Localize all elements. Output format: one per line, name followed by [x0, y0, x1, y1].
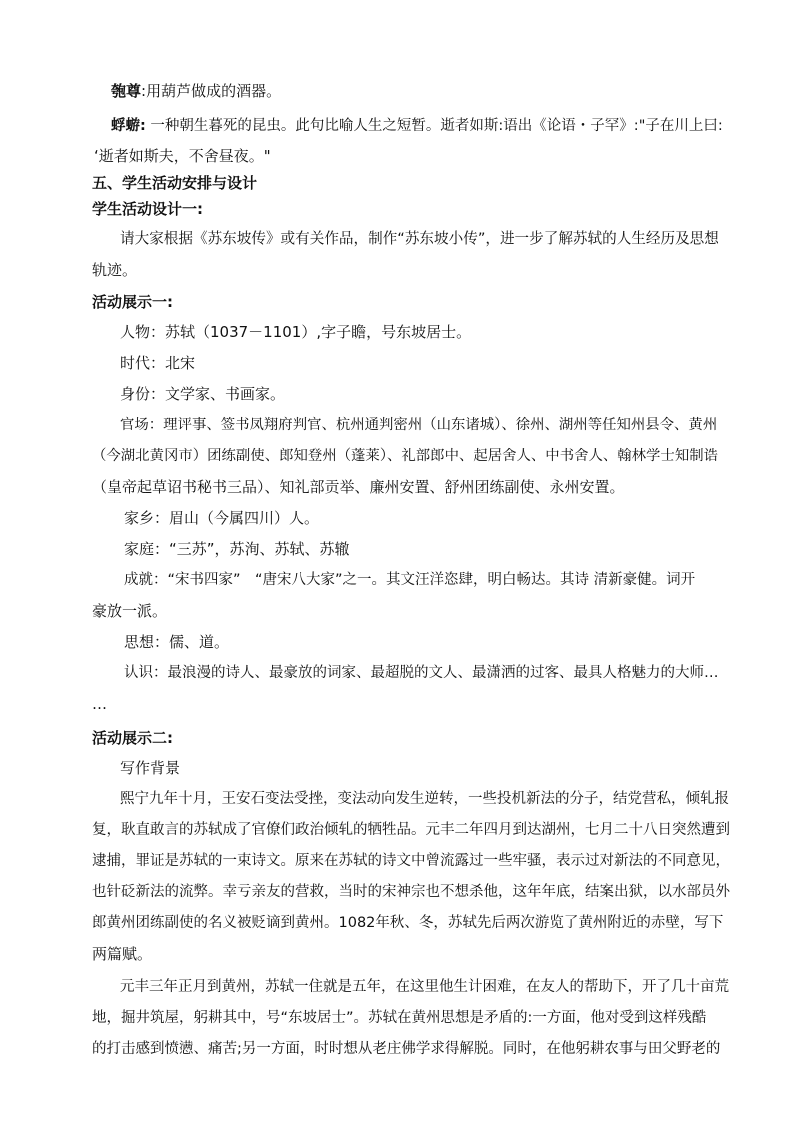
body-line: 复，耿直敢言的苏轼成了官僚们政治倾轧的牺牲品。元丰二年四月到达湖州，七月二十八日突然遭到	[92, 822, 730, 838]
term-label: 匏尊	[111, 82, 142, 100]
section-heading: 五、学生活动安排与设计	[92, 174, 258, 192]
body-line: 时代：北宋	[120, 354, 196, 372]
body-line: ‘逝者如斯夫，不舍昼夜。"	[94, 147, 271, 165]
body-line: 认识：最浪漫的诗人、最豪放的词家、最超脱的文人、最潇洒的过客、最具人格魅力的大师…	[124, 665, 719, 681]
annotation-paohzun	[111, 81, 281, 101]
subsection-heading: 活动展示二:	[92, 729, 173, 747]
body-line: …	[92, 695, 107, 713]
subsection-heading: 学生活动设计一:	[92, 200, 203, 218]
body-line: 元丰三年正月到黄州，苏轼一住就是五年，在这里他生计困难，在友人的帮助下，开了几十亩荒	[120, 979, 729, 995]
body-line: 熙宁九年十月，王安石变法受挫，变法动向发生逆转，一些投机新法的分子，结党营私，倾轧报	[120, 791, 729, 807]
term-label: 蜉蝣:	[111, 118, 146, 134]
body-line: （今湖北黄冈市）团练副使、郎知登州（蓬莱）、礼部郎中、起居舍人、中书舍人、翰林学士知制诰	[92, 448, 718, 464]
body-line: 轨迹。	[92, 261, 138, 279]
body-line: 家庭：“三苏”，苏洵、苏轼、苏辙	[124, 540, 350, 558]
subsection-heading: 活动展示一:	[92, 293, 173, 311]
body-line: 地，掘井筑屋，躬耕其中，号“东坡居士”。苏轼在黄州思想是矛盾的:一方面，他对受到这样残酷	[92, 1010, 707, 1026]
body-line: 成就：“宋书四家” “唐宋八大家”之一。其文汪洋恣肆，明白畅达。其诗 清新豪健。词开	[124, 572, 696, 588]
body-line: 身份：文学家、书画家。	[120, 385, 286, 403]
body-line: 思想：儒、道。	[124, 633, 230, 651]
body-line: 郎黄州团练副使的名义被贬谪到黄州。1082年秋、冬，苏轼先后两次游览了黄州附近的赤壁，写下	[92, 915, 724, 931]
body-line: 官场：理评事、签书凤翔府判官、杭州通判密州（山东诸城）、徐州、湖州等任知州县令、黄州	[120, 417, 718, 433]
body-line: 豪放一派。	[92, 602, 168, 620]
body-line: 写作背景	[120, 759, 181, 777]
body-line: 两篇赋。	[92, 945, 153, 963]
body-line: 人物：苏轼（1037－1101）,字子瞻，号东坡居士。	[120, 323, 472, 341]
body-line: （皇帝起草诏书秘书三品）、知礼部贡举、廉州安置、舒州团练副使、永州安置。	[92, 478, 625, 496]
annotation-text: :用葫芦做成的酒器。	[141, 82, 282, 100]
body-line: 逮捕，罪证是苏轼的一束诗文。原来在苏轼的诗文中曾流露过一些牢骚，表示过对新法的不同意见，	[92, 853, 730, 869]
body-line: 也针砭新法的流弊。幸亏亲友的营救，当时的宋神宗也不想杀他，这年年底，结案出狱，以水部员外	[92, 884, 730, 900]
annotation-text: 一种朝生暮死的昆虫。此句比喻人生之短暂。逝者如斯:语出《论语・子罕》:"子在川上曰:	[145, 118, 723, 134]
body-line: 的打击感到愤懑、痛苦;另一方面，时时想从老庄佛学求得解脱。同时，在他躬耕农事与田父野老的	[92, 1041, 721, 1057]
body-line: 家乡：眉山（今属四川）人。	[124, 509, 320, 527]
body-line: 请大家根据《苏东坡传》或有关作品，制作“苏东坡小传”，进一步了解苏轼的人生经历及思想	[120, 230, 719, 247]
annotation-fuyou	[111, 116, 723, 136]
